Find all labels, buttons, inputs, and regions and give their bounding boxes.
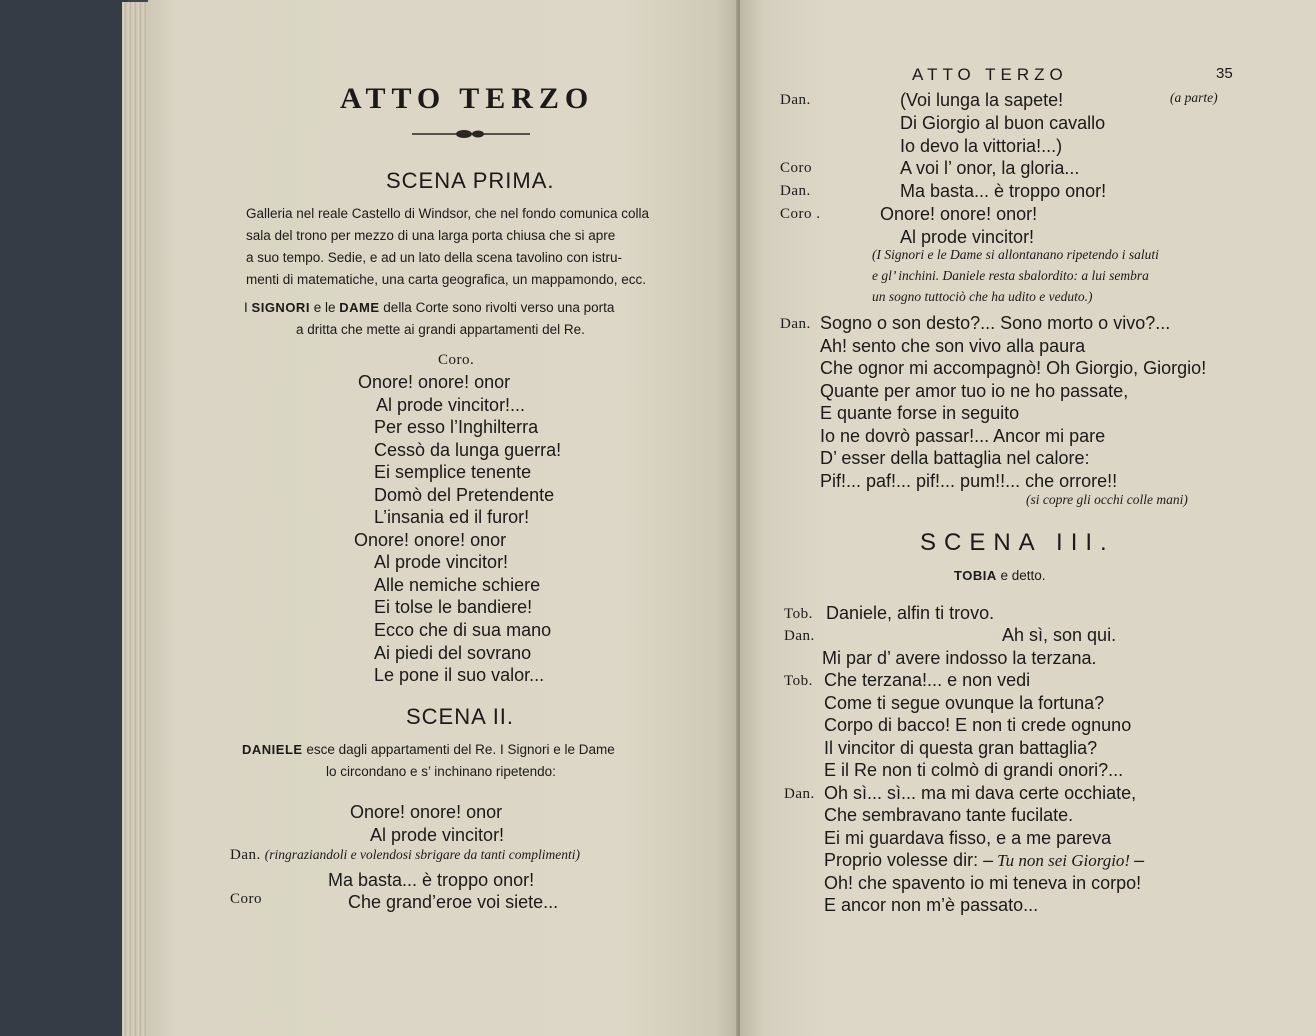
stage-direction-italic: (si copre gli occhi colle mani) <box>1026 492 1188 507</box>
verse-line: Le pone il suo valor... <box>374 665 545 685</box>
verse-text: – <box>1134 850 1145 870</box>
verse-line: Quante per amor tuo io ne ho passate, <box>820 381 1129 401</box>
setting-line: Galleria nel reale Castello di Windsor, che nel fondo comunica colla <box>246 206 649 221</box>
dan-direction-row <box>230 846 580 864</box>
verse-line: Di Giorgio al buon cavallo <box>900 113 1106 133</box>
scene3-heading: SCENA III. <box>920 529 1115 556</box>
page-number: 35 <box>1216 65 1233 82</box>
speaker-label: Dan. <box>780 92 811 108</box>
stage-direction-italic: (ringraziandoli e volendosi sbrigare da tanti complimenti) <box>264 847 580 862</box>
direction-text: esce dagli appartamenti del Re. I Signori e le Dame <box>306 742 615 757</box>
verse-line: Oh sì... sì... ma mi dava certe occhiate, <box>824 783 1137 803</box>
direction-text: della Corte sono rivolti verso una porta <box>383 300 615 315</box>
speaker-label: Dan. <box>230 847 261 863</box>
verse-line: Ah sì, son qui. <box>1002 625 1117 645</box>
setting-line: menti di matematiche, una carta geografica, un mappamondo, ecc. <box>246 272 646 287</box>
verse-line: Ei semplice tenente <box>374 462 532 482</box>
verse-line: Mi par d’ avere indosso la terzana. <box>822 648 1097 668</box>
verse-line: Ma basta... è troppo onor! <box>900 181 1107 201</box>
stage-direction-italic: e gl’ inchini. Daniele resta sbalordito: a lui sembra <box>872 268 1149 283</box>
speaker-label: Tob. <box>784 673 813 689</box>
stage-direction-line: lo circondano e s’ inchinano ripetendo: <box>326 764 556 779</box>
verse-line: Ah! sento che son vivo alla paura <box>820 336 1086 356</box>
table-background <box>0 0 128 1036</box>
verse-text: Proprio volesse dir: – <box>824 850 994 870</box>
verse-line: A voi l’ onor, la gloria... <box>900 158 1080 178</box>
speaker-label: Coro . <box>780 206 821 222</box>
verse-line: L’insania ed il furor! <box>374 507 530 527</box>
verse-line: E ancor non m’è passato... <box>824 895 1039 915</box>
verse-line: Sogno o son desto?... Sono morto o vivo?... <box>820 313 1171 333</box>
verse-line: Che ognor mi accompagnò! Oh Giorgio, Giorgio! <box>820 358 1207 378</box>
ornament-divider-icon <box>412 125 530 143</box>
verse-line: Cessò da lunga guerra! <box>374 440 562 460</box>
stage-direction <box>244 300 614 315</box>
stage-direction-line: a dritta che mette ai grandi appartamenti del Re. <box>296 322 585 337</box>
character-daniele: DANIELE <box>242 742 303 757</box>
stage-direction <box>242 742 615 757</box>
verse-line: Che sembravano tante fucilate. <box>824 805 1074 825</box>
verse-line: Onore! onore! onor <box>350 802 503 822</box>
verse-line: E quante forse in seguito <box>820 403 1020 423</box>
aside-direction: (a parte) <box>1170 90 1218 105</box>
verse-line: Al prode vincitor! <box>370 825 505 845</box>
character-dame: DAME <box>339 300 380 315</box>
character-signori: SIGNORI <box>251 300 310 315</box>
verse-line: Al prode vincitor! <box>374 552 509 572</box>
verse-line: Io ne dovrò passar!... Ancor mi pare <box>820 426 1106 446</box>
setting-line: a suo tempo. Sedie, e ad un lato della scena tavolino con istru- <box>246 250 622 265</box>
verse-line <box>824 850 1144 871</box>
stage-direction-italic: (I Signori e le Dame si allontanano ripetendo i saluti <box>872 247 1159 262</box>
running-head: ATTO TERZO <box>912 65 1068 84</box>
direction-word: e le <box>313 300 336 315</box>
scene1-heading: SCENA PRIMA. <box>386 168 555 193</box>
scene2-heading: SCENA II. <box>406 704 515 729</box>
speaker-label: Dan. <box>780 183 811 199</box>
verse-line: Al prode vincitor!... <box>376 395 526 415</box>
verse-line: Il vincitor di questa gran battaglia? <box>824 738 1098 758</box>
verse-line: Onore! onore! onor! <box>880 204 1038 224</box>
verse-line: Ei tolse le bandiere! <box>374 597 533 617</box>
verse-line: Ai piedi del sovrano <box>374 643 532 663</box>
verse-line: Ei mi guardava fisso, e a me pareva <box>824 828 1112 848</box>
speaker-label: Coro. <box>438 352 475 368</box>
verse-line: Che terzana!... e non vedi <box>824 670 1031 690</box>
verse-line: Domò del Pretendente <box>374 485 555 505</box>
speaker-label: Tob. <box>784 606 813 622</box>
verse-line: Corpo di bacco! E non ti crede ognuno <box>824 715 1132 735</box>
verse-line: Io devo la vittoria!...) <box>900 136 1063 156</box>
verse-italic: Tu non sei Giorgio! <box>997 851 1131 870</box>
speaker-label: Coro <box>230 891 262 907</box>
verse-line: Che grand’eroe voi siete... <box>348 892 559 912</box>
verse-line: Per esso l’Inghilterra <box>374 417 539 437</box>
character-tobia: TOBIA <box>954 568 997 583</box>
verse-line: D’ esser della battaglia nel calore: <box>820 448 1090 468</box>
direction-word: I <box>244 300 248 315</box>
scene3-characters <box>954 568 1046 583</box>
verse-line: Onore! onore! onor <box>354 530 507 550</box>
speaker-label: Dan. <box>784 628 815 644</box>
act-title: ATTO TERZO <box>340 82 595 115</box>
characters-rest: e detto. <box>1000 568 1046 583</box>
verse-line: Alle nemiche schiere <box>374 575 541 595</box>
verse-line: Pif!... paf!... pif!... pum!!... che orrore!! <box>820 471 1118 491</box>
setting-line: sala del trono per mezzo di una larga porta chiusa che si apre <box>246 228 616 243</box>
verse-line: Come ti segue ovunque la fortuna? <box>824 693 1105 713</box>
speaker-label: Dan. <box>784 786 815 802</box>
speaker-label: Dan. <box>780 316 811 332</box>
verse-line: E il Re non ti colmò di grandi onori?... <box>824 760 1124 780</box>
verse-line: Ma basta... è troppo onor! <box>328 870 535 890</box>
verse-line: Ecco che di sua mano <box>374 620 552 640</box>
speaker-label: Coro <box>780 160 812 176</box>
stage-direction-italic: un sogno tuttociò che ha udito e veduto.) <box>872 289 1093 304</box>
verse-line: Daniele, alfin ti trovo. <box>826 603 995 623</box>
verse-line: (Voi lunga la sapete! <box>900 90 1064 110</box>
verse-line: Onore! onore! onor <box>358 372 511 392</box>
verse-line: Oh! che spavento io mi teneva in corpo! <box>824 873 1142 893</box>
verse-line: Al prode vincitor! <box>900 227 1035 247</box>
